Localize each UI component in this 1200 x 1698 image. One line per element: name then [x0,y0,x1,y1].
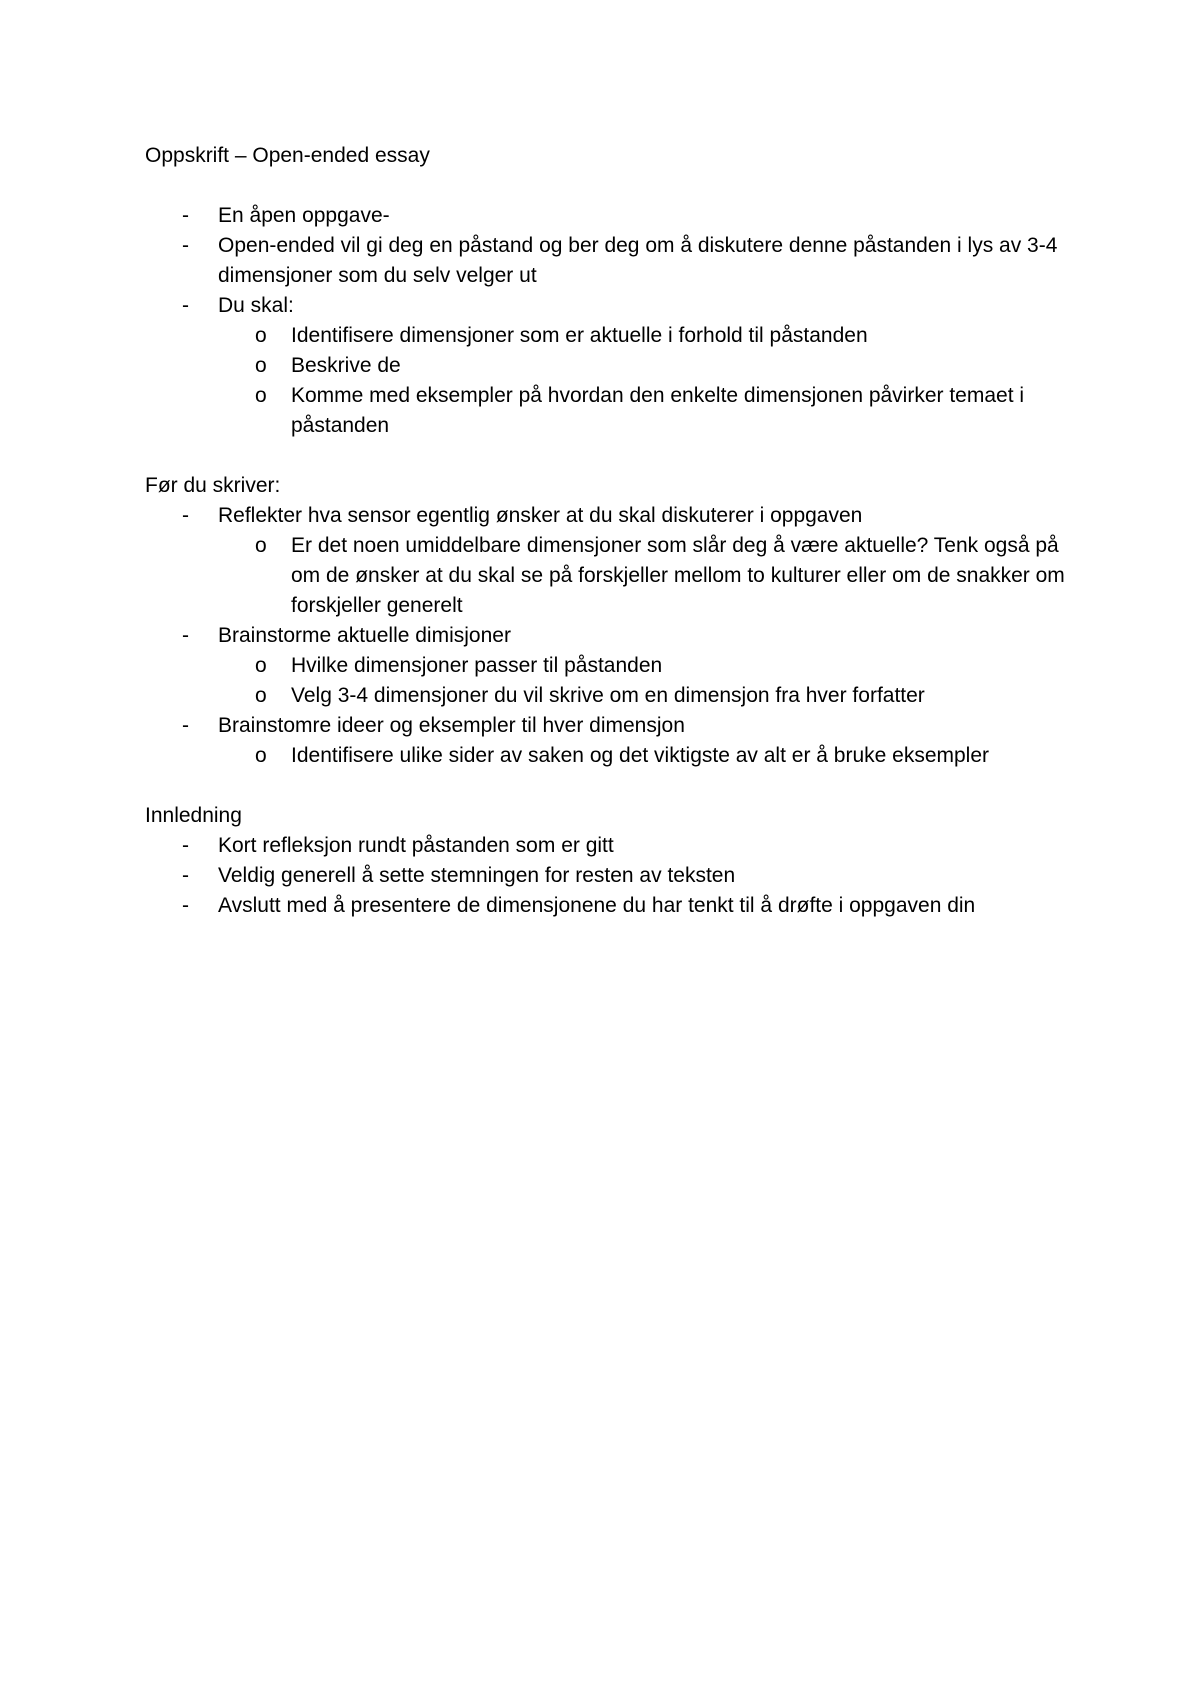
sub-list-item [218,351,1075,381]
before-writing-list [145,501,1075,771]
dash-bullet: - [182,714,189,737]
sub-list-item [218,381,1075,441]
circle-bullet: o [255,534,267,557]
list-item [145,201,1075,231]
dash-bullet: - [182,864,189,887]
circle-bullet: o [255,654,267,677]
dash-bullet: - [182,834,189,857]
document-body [145,141,1075,921]
list-item-text: Open-ended vil gi deg en påstand og ber deg om å diskutere denne påstanden i lys av 3-4 dimensjoner som du selv velger ut [218,234,1058,287]
list-item [145,621,1075,711]
list-item [145,831,1075,861]
list-item [145,291,1075,441]
sub-list-item-text: Er det noen umiddelbare dimensjoner som slår deg å være aktuelle? Tenk også på om de ønsker at du skal se på forskjeller mellom to kulturer eller om de snakker om forskjeller generelt [291,534,1065,617]
section-heading-introduction: Innledning [145,804,242,827]
sub-list [218,321,1075,441]
sub-list-item [218,651,1075,681]
circle-bullet: o [255,744,267,767]
section-heading-before-writing: Før du skriver: [145,474,281,497]
sub-list-item [218,741,1075,771]
list-item [145,861,1075,891]
dash-bullet: - [182,894,189,917]
dash-bullet: - [182,204,189,227]
introduction-list [145,831,1075,921]
sub-list-item-text: Identifisere ulike sider av saken og det viktigste av alt er å bruke eksempler [291,744,990,767]
circle-bullet: o [255,684,267,707]
circle-bullet: o [255,354,267,377]
list-item-text: Brainstorme aktuelle dimisjoner [218,624,511,647]
dash-bullet: - [182,294,189,317]
list-item-text: Kort refleksjon rundt påstanden som er gitt [218,834,614,857]
list-item [145,231,1075,291]
dash-bullet: - [182,234,189,257]
sub-list-item-text: Beskrive de [291,354,401,377]
sub-list-item-text: Velg 3-4 dimensjoner du vil skrive om en dimensjon fra hver forfatter [291,684,925,707]
sub-list [218,651,1075,711]
list-item-text: En åpen oppgave- [218,204,390,227]
sub-list-item [218,681,1075,711]
list-item-text: Veldig generell å sette stemningen for resten av teksten [218,864,736,887]
list-item-text: Brainstomre ideer og eksempler til hver dimensjon [218,714,685,737]
document-title: Oppskrift – Open-ended essay [145,144,430,167]
list-item-text: Reflekter hva sensor egentlig ønsker at du skal diskuterer i oppgaven [218,504,863,527]
list-item-text: Du skal: [218,294,294,317]
list-item [145,891,1075,921]
dash-bullet: - [182,624,189,647]
sub-list-item-text: Identifisere dimensjoner som er aktuelle i forhold til påstanden [291,324,868,347]
sub-list [218,531,1075,621]
sub-list-item-text: Komme med eksempler på hvordan den enkelte dimensjonen påvirker temaet i påstanden [291,384,1025,437]
list-item-text: Avslutt med å presentere de dimensjonene du har tenkt til å drøfte i oppgaven din [218,894,976,917]
sub-list [218,741,1075,771]
sub-list-item [218,321,1075,351]
sub-list-item [218,531,1075,621]
intro-list [145,201,1075,441]
circle-bullet: o [255,324,267,347]
dash-bullet: - [182,504,189,527]
sub-list-item-text: Hvilke dimensjoner passer til påstanden [291,654,663,677]
list-item [145,711,1075,771]
list-item [145,501,1075,621]
circle-bullet: o [255,384,267,407]
